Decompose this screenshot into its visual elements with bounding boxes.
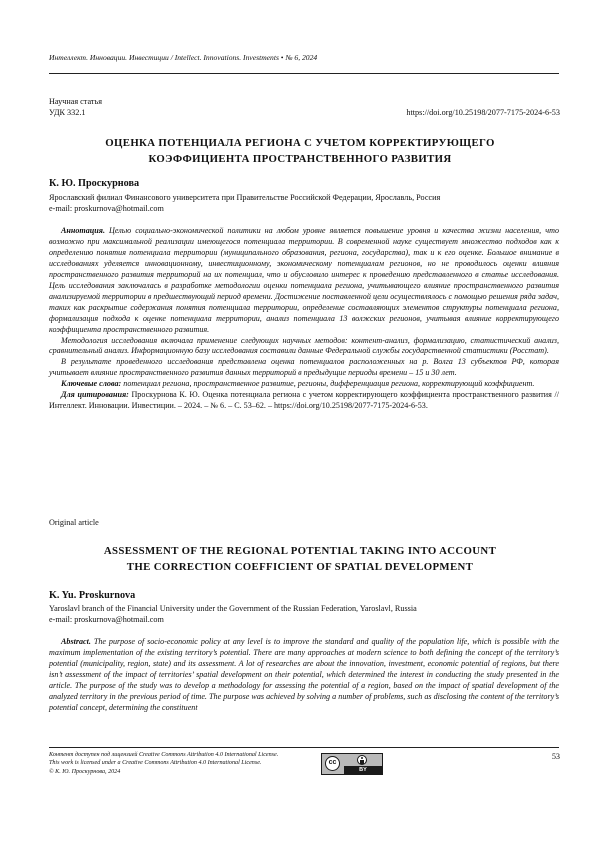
abstract-en-label: Abstract. xyxy=(61,637,91,646)
footer-rule xyxy=(49,747,559,748)
article-title-en xyxy=(40,544,560,576)
article-type-ru: Научная статья xyxy=(49,97,102,106)
abstract-ru-label: Аннотация. xyxy=(61,226,105,235)
article-type-en: Original article xyxy=(49,518,99,527)
person-body xyxy=(360,760,364,764)
license-en: This work is licensed under a Creative Commons Attribution 4.0 International License. xyxy=(49,760,262,767)
keywords-ru xyxy=(49,379,559,390)
citation-ru xyxy=(49,390,559,412)
running-header: Интеллект. Инновации. Инвестиции / Intellect. Innovations. Investments • № 6, 2024 xyxy=(49,53,318,62)
author-ru: К. Ю. Проскурнова xyxy=(49,178,140,189)
abstract-ru-p3: В результате проведенного исследования представлена оценка потенциалов расположенных на р. Волга 13 субъектов РФ, которая учитывает влияние пространственного развития данных территорий в предыдущие периоды времени – 15 и 30 лет. xyxy=(49,357,559,378)
article-title-ru xyxy=(40,136,560,168)
cc-by-badge[interactable] xyxy=(321,753,383,775)
abstract-ru xyxy=(49,226,559,412)
email-en[interactable]: e-mail: proskurnova@hotmail.com xyxy=(49,615,164,624)
by-badge-text: BY xyxy=(359,767,367,773)
citation-ru-label: Для цитирования: xyxy=(61,390,129,400)
doi-link-ru[interactable]: https://doi.org/10.25198/2077-7175-2024-6-53 xyxy=(406,108,560,117)
by-strip xyxy=(344,766,382,774)
keywords-ru-text: потенциал региона, пространственное развитие, регионы, дифференциация региона, корректирующий коэффициент. xyxy=(123,379,535,389)
abstract-en-text-1: The purpose of socio-economic policy at any level is to improve the standard and quality of the population life, which is possible with the maximum implementation of the existing territory’s potential. There are many approaches at modern science to both defining the concept of the territory’s potential (municipality, region, state) and its assessment. A lot of researches are about the innovation, investment, economic potential of regions, but there isn’t assessment of the impact of territories’ spatial development on their potential, which determined the interest in conducting the study presented in the article. The purpose of the study was to develop a methodology for assessing the potential of a region, based on the impact of spatial development of the analyzed territory in the previous period of time. The purpose was achieved by solving a number of problems, such as disclosing the content of the territory’s potential concept, determining the constituent xyxy=(49,637,559,712)
citation-ru-text: Проскурнова К. Ю. Оценка потенциала региона с учетом корректирующего коэффициента пространственного развития // Интеллект. Инновации. Инвестиции. – 2024. – № 6. – С. 53–62. – https://doi.org/10.25198/2077-7175-2024-6-53. xyxy=(49,390,559,411)
person-head xyxy=(361,757,363,759)
udc-code: УДК 332.1 xyxy=(49,108,86,117)
email-ru[interactable]: e-mail: proskurnova@hotmail.com xyxy=(49,204,164,213)
footer-license xyxy=(49,751,319,776)
title-en-line-2: THE CORRECTION COEFFICIENT OF SPATIAL DEVELOPMENT xyxy=(126,560,474,573)
attribution-person-icon xyxy=(357,755,367,765)
affiliation-en: Yaroslavl branch of the Financial University under the Government of the Russian Federation, Yaroslavl, Russia xyxy=(49,604,417,613)
cc-badge-text: cc xyxy=(328,759,337,766)
license-ru: Контент доступен под лицензией Creative Commons Attribution 4.0 International License. xyxy=(49,752,279,758)
author-en: K. Yu. Proskurnova xyxy=(49,590,136,601)
header-rule xyxy=(49,73,559,74)
affiliation-ru: Ярославский филиал Финансового университета при Правительстве Российской Федерации, Ярославль, Россия xyxy=(49,193,441,202)
abstract-en-p1 xyxy=(49,637,559,714)
abstract-ru-p1 xyxy=(49,226,559,336)
copyright: © К. Ю. Проскурнова, 2024 xyxy=(49,768,121,775)
page-number: 53 xyxy=(551,752,560,761)
abstract-ru-p2: Методология исследования включала применение следующих научных методов: контент-анализ, формализацию, статистический анализ, сравнительный анализ. Информационную базу исследования составили данные Федеральной службы государственной статистики (Росстат). xyxy=(49,335,559,356)
abstract-en xyxy=(49,637,559,714)
title-ru-line-1: ОЦЕНКА ПОТЕНЦИАЛА РЕГИОНА С УЧЕТОМ КОРРЕКТИРУЮЩЕГО xyxy=(105,137,495,149)
title-ru-line-2: КОЭФФИЦИЕНТА ПРОСТРАНСТВЕННОГО РАЗВИТИЯ xyxy=(148,152,452,165)
keywords-ru-label: Ключевые слова: xyxy=(61,379,122,389)
cc-logo-icon xyxy=(325,756,340,771)
abstract-ru-text-1: Целью социально-экономической политики на любом уровне является повышение уровня и качества жизни населения, что возможно при максимальной реализации имеющегося потенциала территории. В современной науке существует множество подходов как к определению понятия потенциала территории (муниципального образования, региона, государства), так и к его оценке. Большое внимание в исследованиях уделяется инновационному, инвестиционному, экономическому потенциалам регионов, но не проводилось оценки влияния пространственного развития территорий на их потенциал, что и обусловило интерес к проведению представленного в статье исследования. Цель исследования заключалась в разработке методологии оценки потенциала региона, учитывающего влияние пространственного развития анализируемой территории в предшествующий период времени. Достижение поставленной цели осуществлялось с помощью решения ряда задач, таких как раскрытие содержания понятия потенциала территории, определение составляющих элементов структуры потенциала региона, формализация подхода к оценке потенциала территории, анализ потенциала 13 волжских регионов, учитывая влияние корректирующего коэффициента пространственного развития. xyxy=(49,226,559,334)
title-en-line-1: ASSESSMENT OF THE REGIONAL POTENTIAL TAKING INTO ACCOUNT xyxy=(103,545,497,557)
